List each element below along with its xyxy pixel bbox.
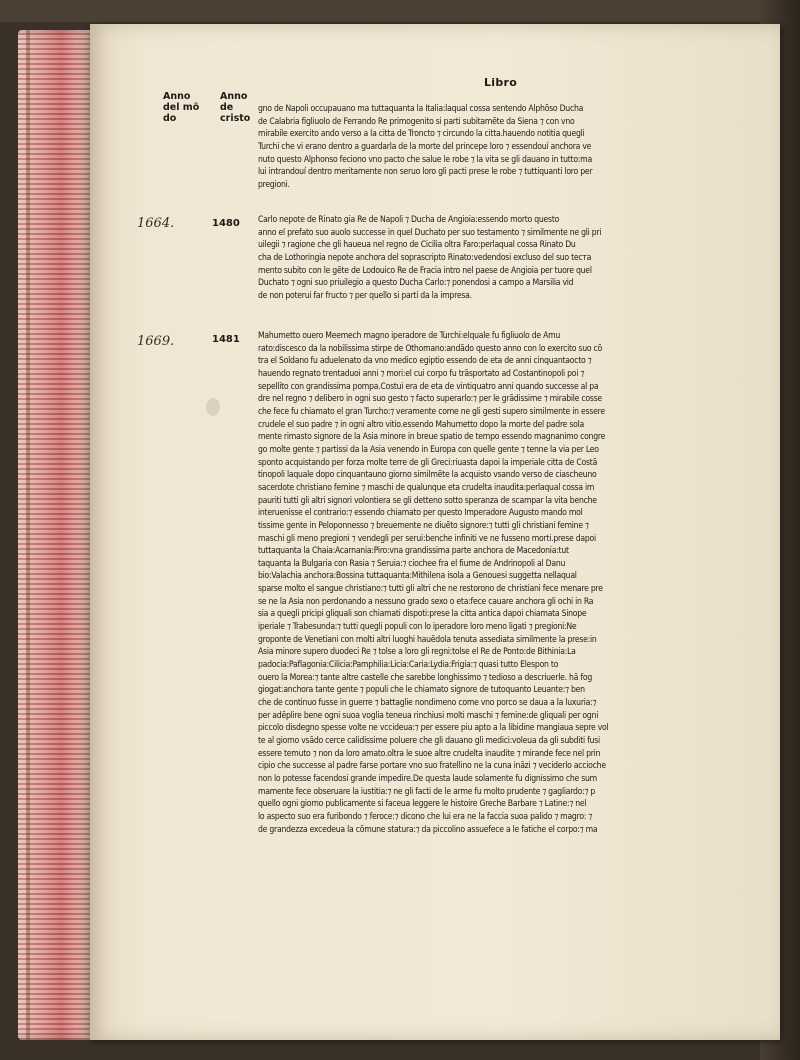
text-line: essere temuto ⁊ non da loro amato.oltra le suoe altre crudelta inaudite ⁊ mirande fece nel prin [258, 748, 601, 759]
text-line: go molte gente ⁊ partissi da la Asia venendo in Europa con quelle gente ⁊ tenne la via per Leo [258, 444, 599, 455]
text-line: cipio che successe al padre farse portare vno suo fratellino ne la cuna inãzi ⁊ veciderlo accioche [258, 761, 606, 772]
text-line: quello ogni giorno publicamente si faceua leggere le histoire Greche Barbare ⁊ Latine:⁊ nel [258, 799, 587, 810]
entry-1480-text [258, 214, 768, 303]
text-line: Carlo nepote de Rinato gia Re de Napoli ⁊ Ducha de Angioia:essendo morto questo [258, 215, 560, 225]
text-line: pregioni. [258, 179, 290, 190]
text-line: mirabile exercito ando verso a la citta de Troncto ⁊ circundo la citta.hauendo notitia quegli [258, 129, 585, 140]
text-line: mamente fece obseruare la iustitia:⁊ ne gli facti de le arme fu molto prudente ⁊ gagliardo:⁊ p [258, 786, 595, 797]
running-head: Libro [484, 76, 518, 89]
text-line: tinopoli laquale dopo cinquantauno giorno similmẽte la acquisto vsando verso de ciascheuno [258, 470, 597, 481]
text-line: cha de Lothoringia nepote anchora del soprascripto Rinato:vedendosi excluso del suo teста [258, 252, 592, 263]
text-line: Asia minore supero duodeci Re ⁊ tolse a loro gli regni:tolse el Re de Ponto:de Bithinia:La [258, 647, 576, 658]
text-line: mento subito con le gẽte de Lodouico Re de Fracia intro nel paese de Angioia per tuore quel [258, 265, 592, 276]
column-header-anno-de-cristo [220, 91, 260, 124]
text-line: sia a quegli pricipi gliquali son chiamati dispoti:prese la citta antica dapoi chiamata Sinope [258, 609, 587, 620]
text-line: nuto questo Alphonso feciono vno pacto che salue le robe ⁊ la vita se gli dauano in tutto:ma [258, 154, 592, 165]
text-line: uilegii ⁊ ragione che gli haueua nel regno de Cicilia oltra Faro:perlaqual cossa Rinato Du [258, 240, 576, 251]
column-header-anno-del-mondo [163, 91, 215, 124]
text-line: te al giorno vsãdo cerce calidissime poluere che gli dauano gli medici:voleua da gli subditi fusi [258, 736, 600, 746]
text-line: non lo potesse facendosi grande impedire.De questa laude solamente fu dignissimo che sum [258, 773, 597, 784]
text-line: dre nel regno ⁊ delibero in ogni suo gesto ⁊ facto superarlo:⁊ per le grãdissime ⁊ mirabile cosse [258, 394, 602, 405]
ink-smudge [206, 398, 220, 416]
text-line: sparse molto el sangue christiano:⁊ tutti gli altri che ne restorono de christiani fece menare pre [258, 584, 603, 595]
text-line: piccolo disdegno spesse volte ne vccideua:⁊ per essere piu apto a la libidine mangiaua sepre vol [258, 723, 609, 734]
text-line: groponte de Venetiani con molti altri luoghi hauẽdola tenuta assediata similmente la prese:in [258, 634, 597, 645]
text-line: giogat:anchora tante gente ⁊ populi che le chiamato signore de tutoquanto Leuante:⁊ ben [258, 685, 585, 696]
column-header-line: Anno [163, 91, 191, 102]
text-line: de grandezza excedeua la cõmune statura:⁊ da piccolino assuefece a le fatiche el corpo:⁊ ma [258, 824, 598, 835]
text-line: tuttaquanta la Chaia:Acarnania:Piro:vna grandissima parte anchora de Macedonia:tut [258, 546, 569, 557]
text-line: mente rimasto signore de la Asia minore in breue spatio de tempo essendo magnanimo congre [258, 432, 606, 443]
text-line: maschi gli meno pregioni ⁊ vendegli per serui:benche infiniti ve ne fusseno morti.prese dapoi [258, 533, 596, 544]
text-line: de Calabria figliuolo de Ferrando Re primogenito si parti subitamẽte da Siena ⁊ con vno [258, 116, 575, 127]
column-header-line: de cristo [220, 102, 251, 124]
background-top [0, 0, 800, 22]
text-line: che fece fu chiamato el gran Turcho:⁊ veramente come ne gli gesti supero similmente in essere [258, 406, 605, 417]
text-line: lo aspecto suo era furibondo ⁊ feroce:⁊ dicono che lui era ne la faccia suoa palido ⁊ magro: ⁊ [258, 811, 592, 822]
text-line: Duchato ⁊ ogni suo priuilegio a questo Ducha Carlo:⁊ ponendosi a campo a Marsilia vid [258, 278, 574, 289]
text-line: tra el Soldano fu aduelenato da vno medico egiptio essendo de eta de anni cinquantaocto ⁊ [258, 356, 592, 367]
text-line: lui intrandouí dentro meritamente non seruo loro gli pacti prese le robe ⁊ tuttiquanti loro per [258, 167, 593, 178]
text-line: per adẽplire bene ogni suoa voglia teneua rinchiusi molti maschi ⁊ femine:de gliquali per ogni [258, 710, 599, 721]
text-line: ouero la Morea:⁊ tante altre castelle che sarebbe longhissimo ⁊ tedioso a descriuerle. hã fog [258, 672, 593, 683]
text-line: de non poterui far fructo ⁊ per quello si parti da la impresa. [258, 290, 472, 301]
text-line: interuenisse el contrario:⁊ essendo chiamato per questo Imperadore Augusto mando mol [258, 508, 583, 519]
book-fore-edge [18, 30, 90, 1040]
year-label: 1481 [212, 334, 240, 345]
text-line: Turchi che vi erano dentro a guardarla de la morte del princepe loro ⁊ essendouí anchora ve [258, 141, 592, 152]
text-line: bio:Valachia anchora:Bossina tuttaquanta:Mithilena isola a Genouesi suggetta nellaqual [258, 571, 577, 582]
margin-note: 1664. [137, 216, 175, 231]
text-line: sacerdote christiano femine ⁊ maschi de qualunque eta crudelta inaudita:perlaqual cossa im [258, 482, 595, 493]
text-line: iperiale ⁊ Trabesunda:⁊ tutti quegli populi con lo iperadore loro meno ligati ⁊ pregioni:Ne [258, 622, 577, 633]
text-line: sponto acquistando per forza molte terre de gli Greci:riuasta dapoi la imperiale citta de Costã [258, 457, 598, 468]
text-line: anno el prefato suo auolo successe in quel Duchato per suo testamento ⁊ similmente ne gli pri [258, 227, 602, 238]
text-line: pauriti tutti gli altri signori volontiera se gli detteno sotto speranza de scampar la vita benche [258, 495, 597, 506]
column-header-line: del mõ [163, 102, 200, 113]
text-line: rato:discesco da la nobilissima stirpe de Othomano:andãdo questo anno con lo exercito suo cõ [258, 343, 603, 354]
year-label: 1480 [212, 218, 240, 229]
text-line: se ne la Asia non perdonando a nessuno grado sexo o eta:fece cauare anchora gli ochi in Ra [258, 596, 594, 607]
text-line: gno de Napoli occupauano ma tuttaquanta la Italia:laqual cossa sentendo Alphõso Ducha [258, 104, 584, 114]
text-line: crudele el suo padre ⁊ in ogni altro vitio.essendo Mahumetto dopo la morte del padre sola [258, 419, 585, 430]
text-line: Mahumetto ouero Meemech magno iperadore de Turchi:elquale fu figliuolo de Amu [258, 331, 561, 341]
text-line: hauendo regnato trentaduoi anni ⁊ mori:el cui corpo fu trãsportato ad Costantinopoli poi ⁊ [258, 368, 584, 379]
text-line: sepellito con grandissima pompa.Costui era de eta de vintiquatro anni quando successe al pa [258, 381, 599, 392]
column-header-line: Anno [220, 91, 248, 102]
entry-1481-text [258, 330, 768, 836]
column-header-line: do [163, 113, 177, 124]
text-line: taquanta la Bulgaria con Rasia ⁊ Seruia:⁊ ciochee fra el fiume de Andrinopoli al Danu [258, 558, 566, 569]
text-line: padocia:Paflagonia:Cilicia:Pamphilia:Licia:Caria:Lydia:Frigia:⁊ quasi tutto Elespon to [258, 660, 559, 671]
margin-note: 1669. [137, 334, 175, 349]
text-line: tissime gente in Peloponnesso ⁊ breuemente ne diuẽto signore:⁊ tutti gli christiani femine ⁊ [258, 520, 589, 531]
entry-continued-text [258, 103, 768, 192]
text-line: che de continuo fusse in guerre ⁊ battaglie nondimeno come vno porco se daua a la luxuria:⁊ [258, 698, 597, 709]
